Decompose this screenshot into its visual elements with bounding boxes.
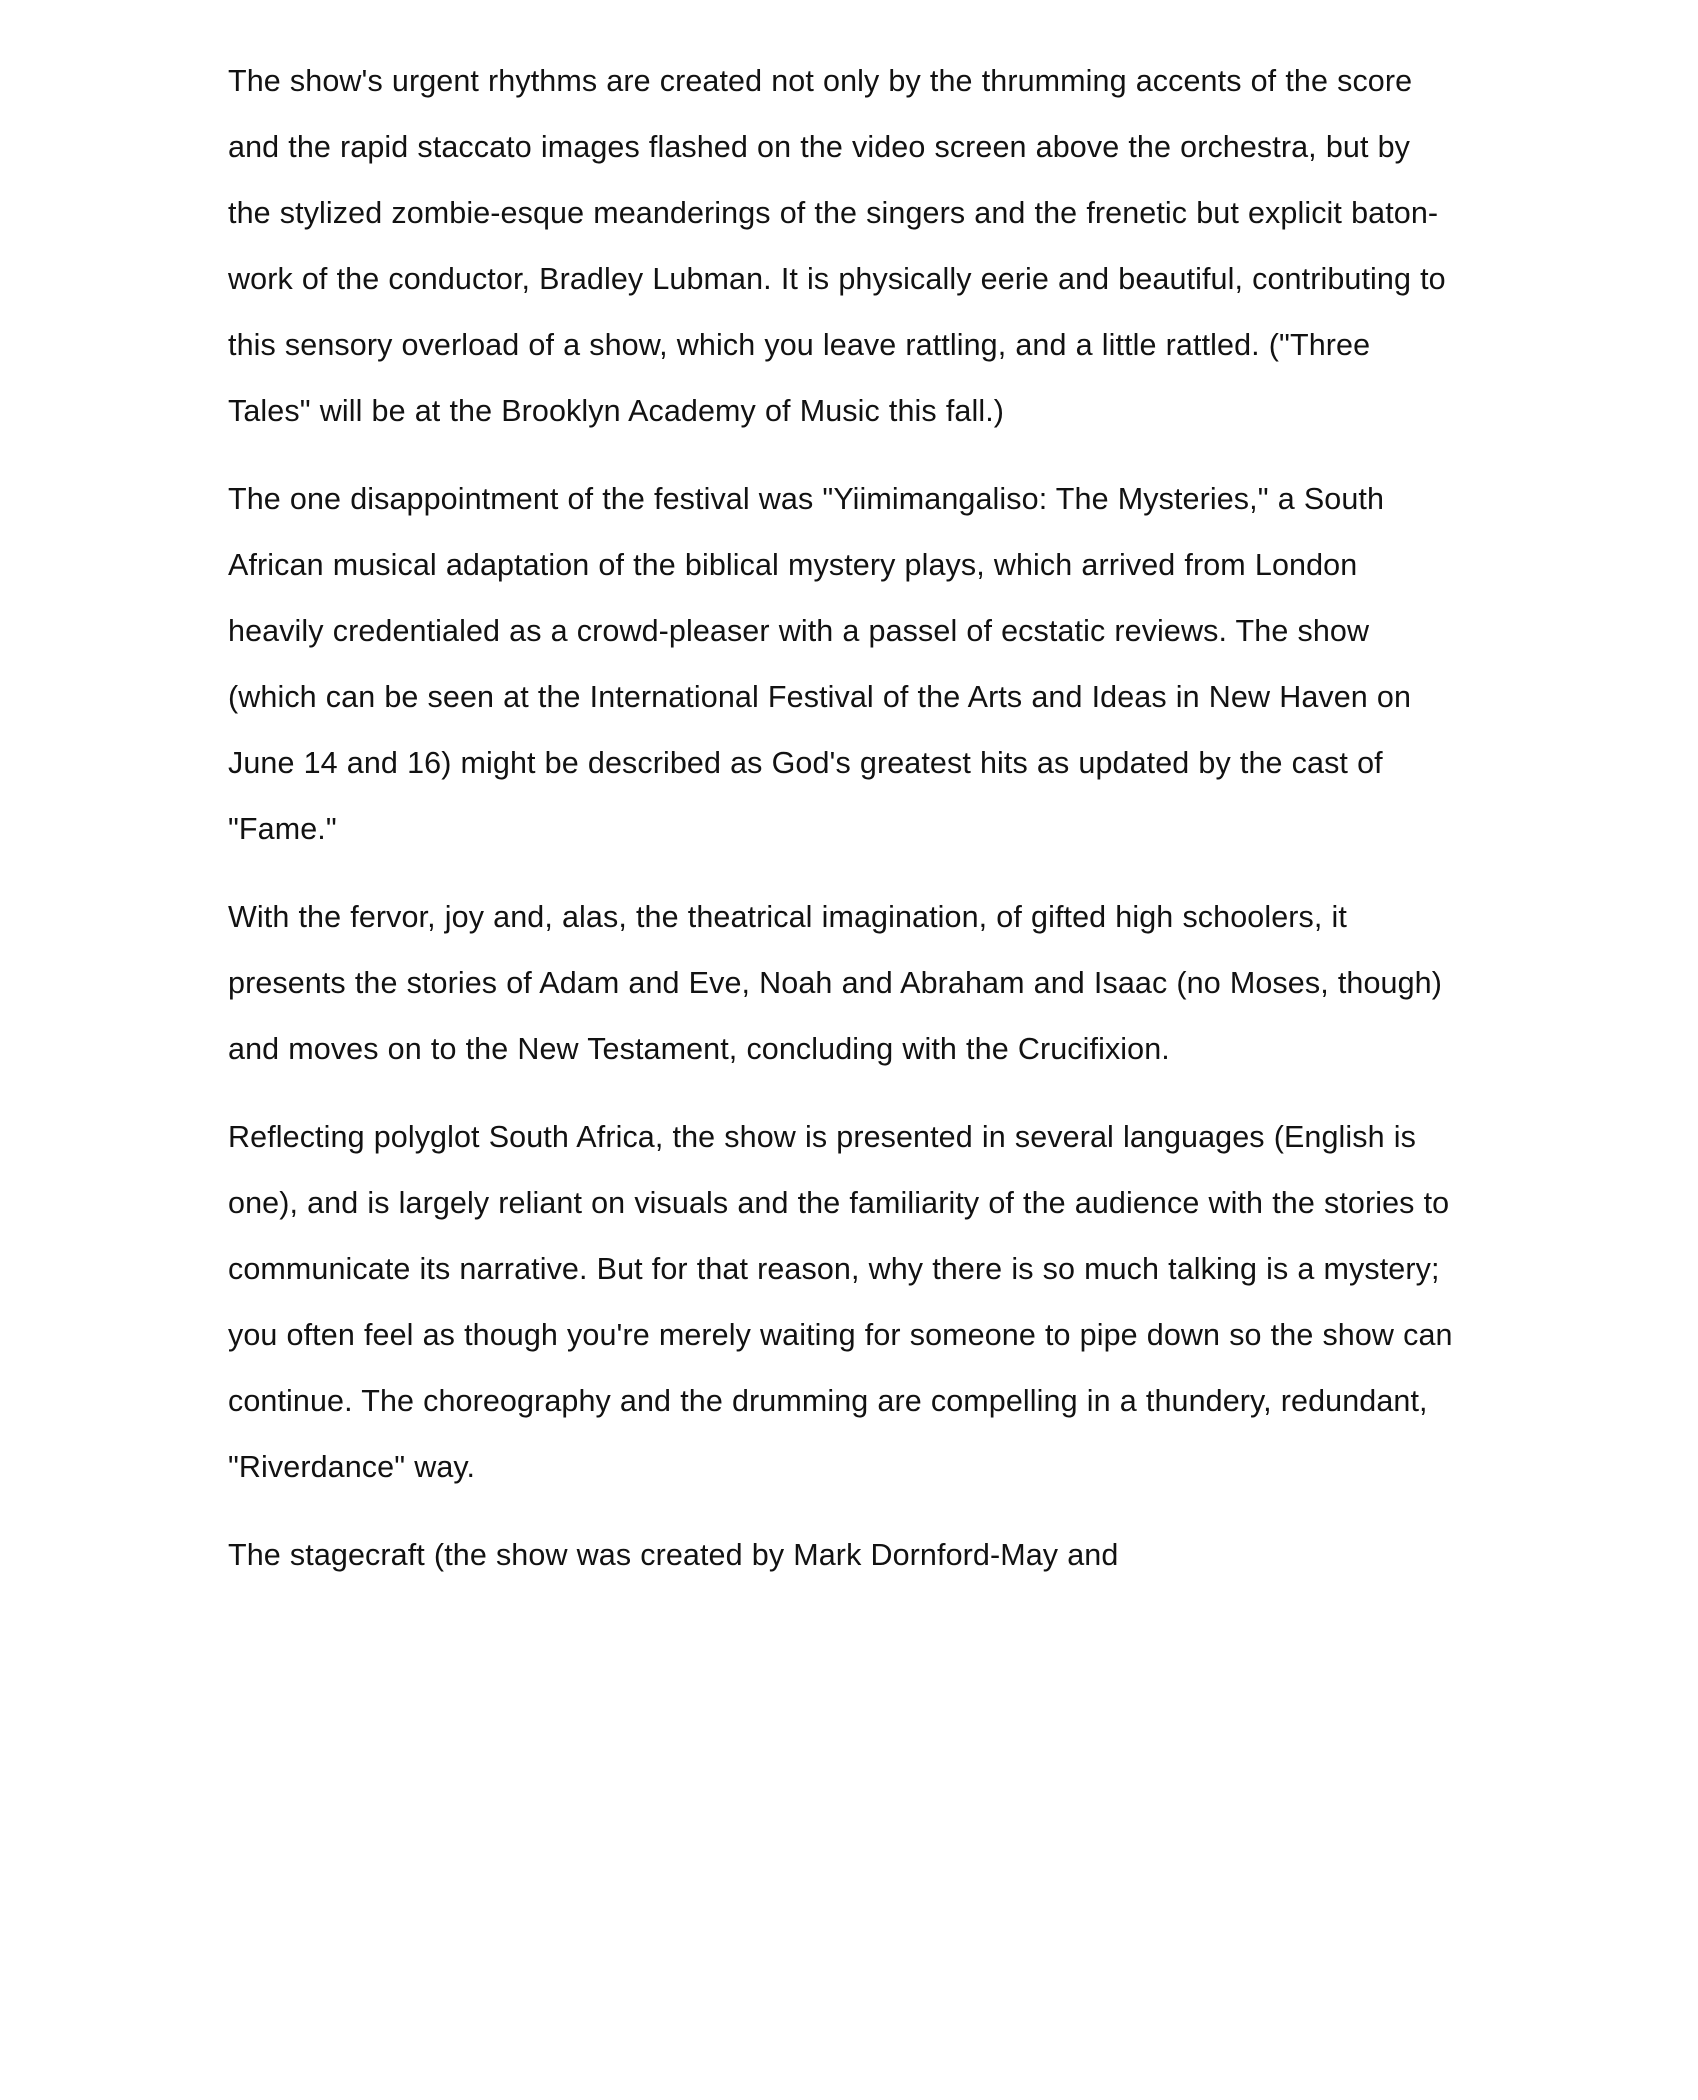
article-body	[228, 48, 1458, 1588]
article-paragraph: The show's urgent rhythms are created not only by the thrumming accents of the score and the rapid staccato images flashed on the video screen above the orchestra, but by the stylized zombie-esque meanderings of the singers and the frenetic but explicit baton-work of the conductor, Bradley Lubman. It is physically eerie and beautiful, contributing to this sensory overload of a show, which you leave rattling, and a little rattled. ("Three Tales" will be at the Brooklyn Academy of Music this fall.)	[228, 64, 1446, 428]
article-paragraph: The stagecraft (the show was created by Mark Dornford-May and	[228, 1538, 1119, 1572]
article-paragraph: Reflecting polyglot South Africa, the show is presented in several languages (English is one), and is largely reliant on visuals and the familiarity of the audience with the stories to communicate its narrative. But for that reason, why there is so much talking is a mystery; you often feel as though you're merely waiting for someone to pipe down so the show can continue. The choreography and the drumming are compelling in a thundery, redundant, "Riverdance" way.	[228, 1120, 1453, 1484]
article-paragraph: With the fervor, joy and, alas, the theatrical imagination, of gifted high schoolers, it presents the stories of Adam and Eve, Noah and Abraham and Isaac (no Moses, though) and moves on to the New Testament, concluding with the Crucifixion.	[228, 900, 1442, 1066]
article-paragraph: The one disappointment of the festival was "Yiimimangaliso: The Mysteries," a South African musical adaptation of the biblical mystery plays, which arrived from London heavily credentialed as a crowd-pleaser with a passel of ecstatic reviews. The show (which can be seen at the International Festival of the Arts and Ideas in New Haven on June 14 and 16) might be described as God's greatest hits as updated by the cast of "Fame."	[228, 482, 1412, 846]
